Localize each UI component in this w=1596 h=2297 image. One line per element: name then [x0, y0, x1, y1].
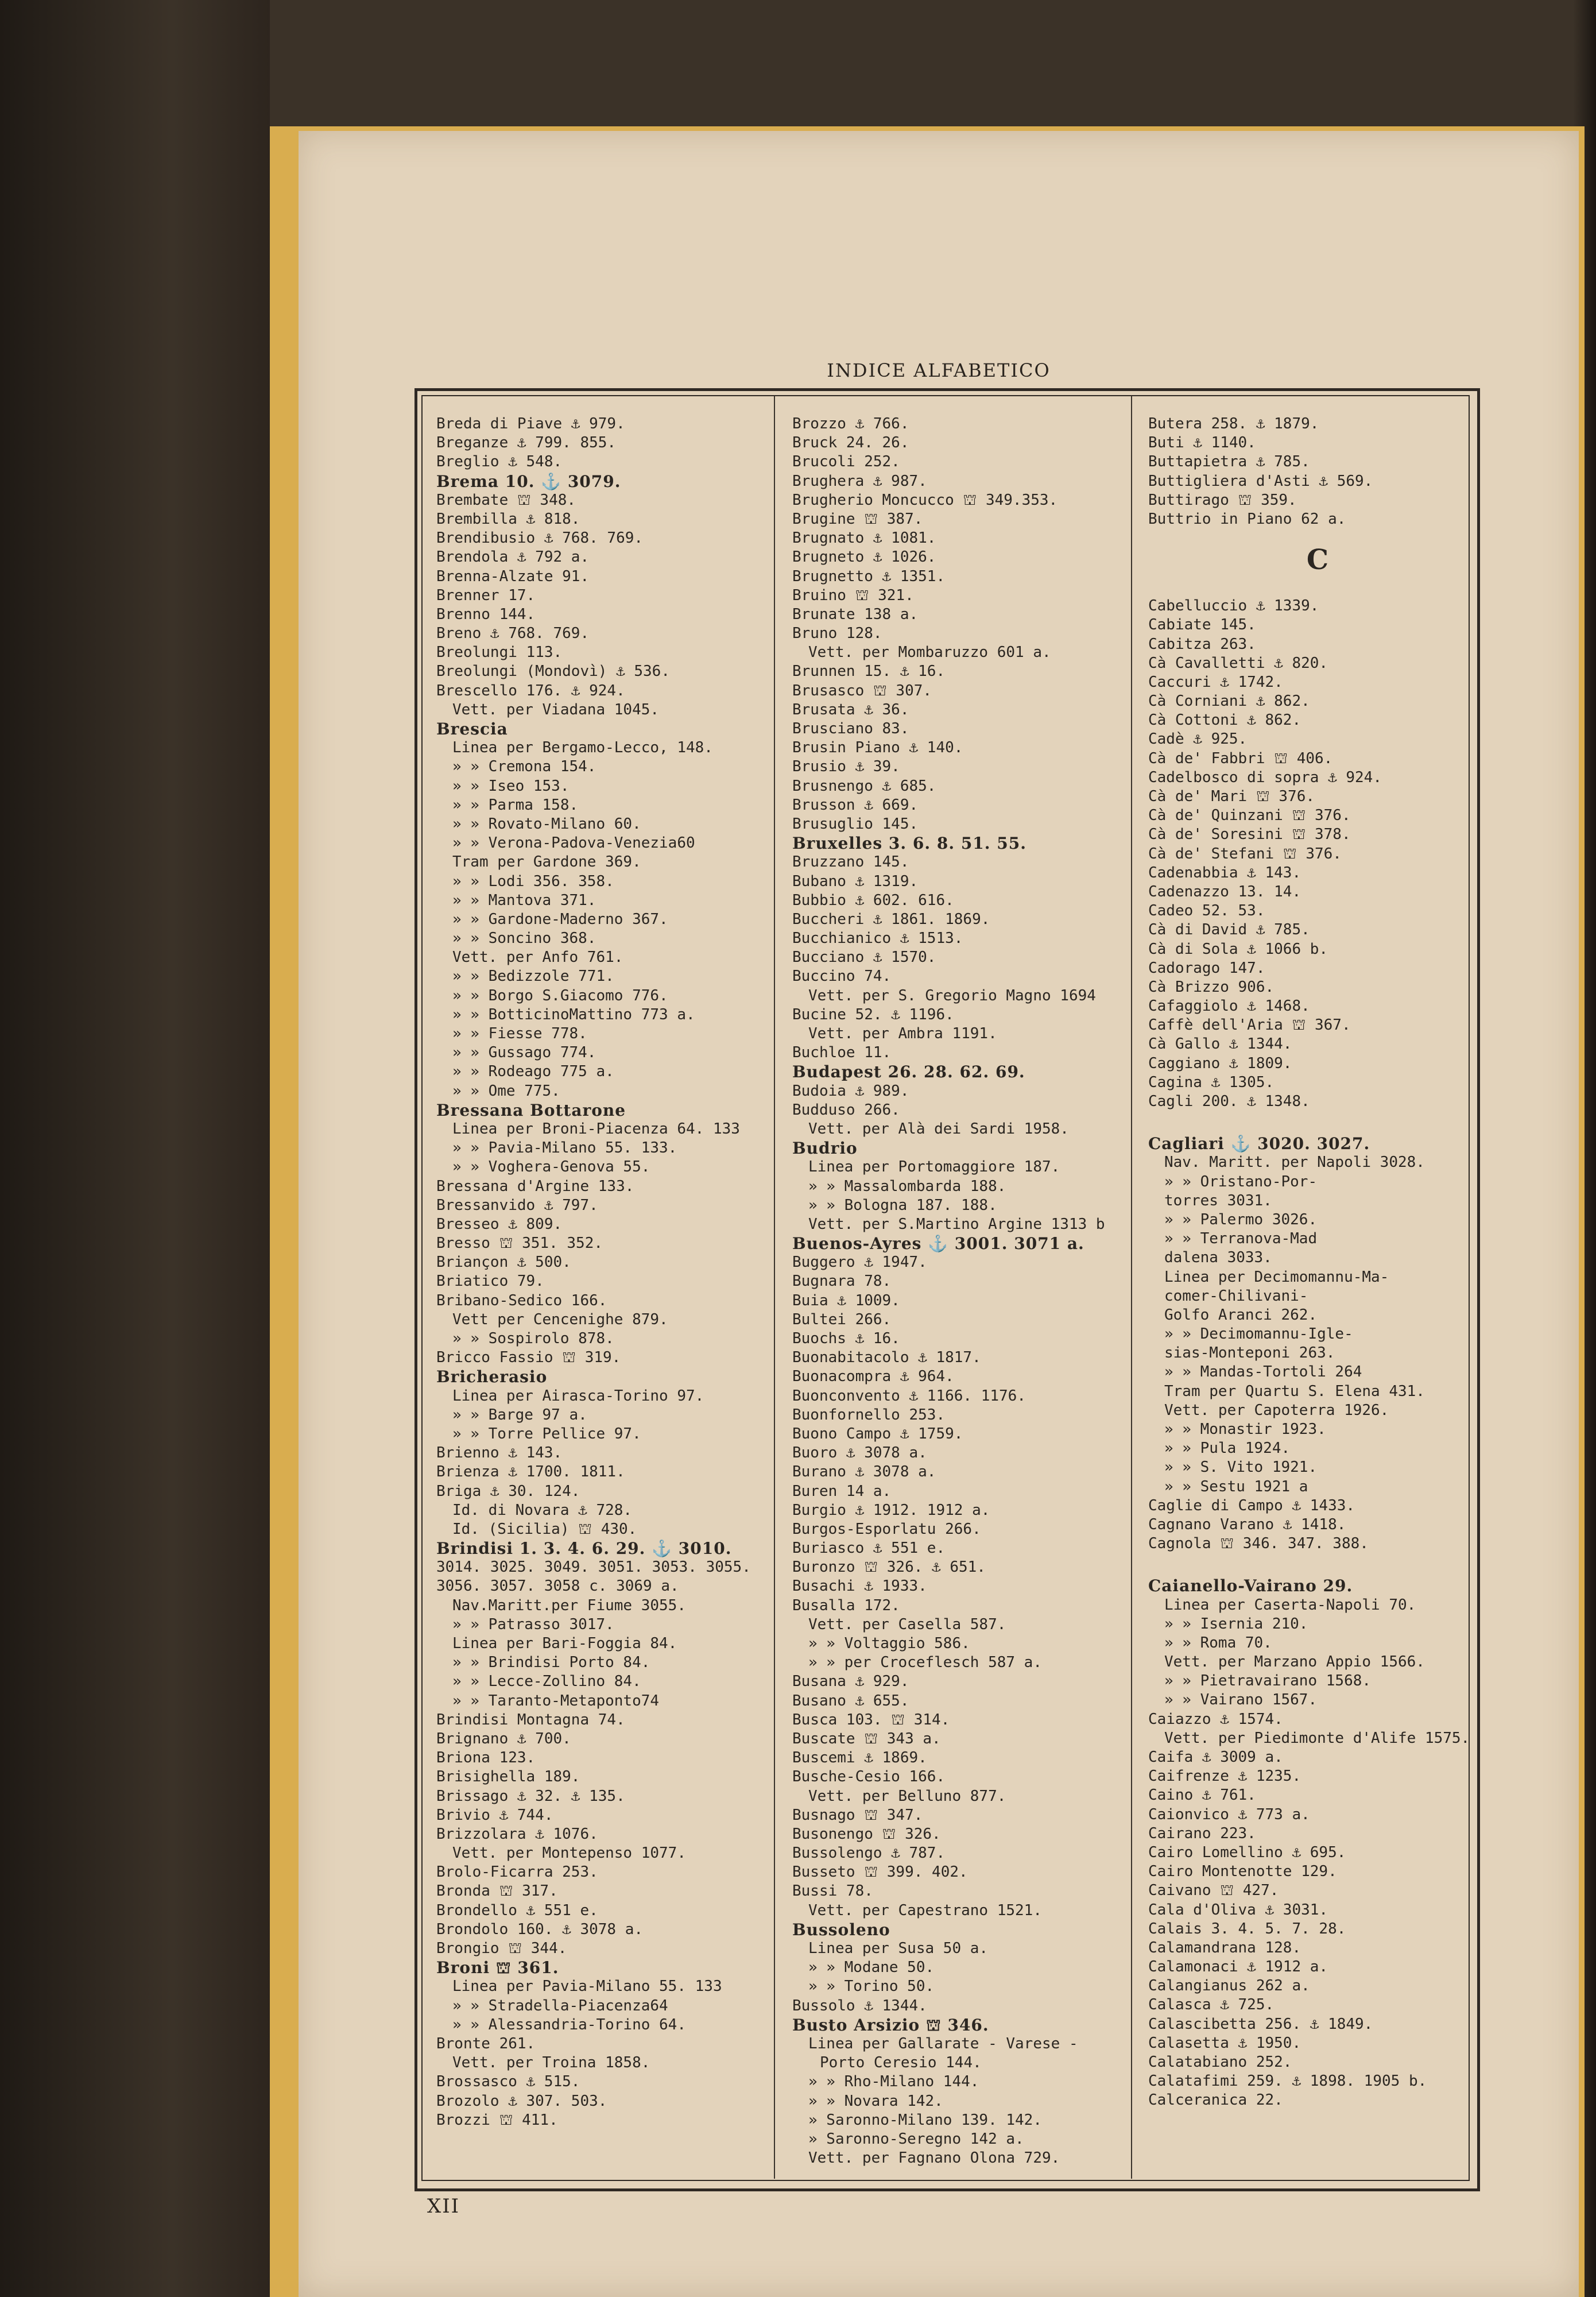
index-entry: » Saronno-Milano 139. 142. — [808, 2111, 1042, 2129]
index-entry: » » Palermo 3026. — [1164, 1211, 1318, 1228]
index-page — [299, 131, 1579, 2297]
index-entry: Bucchianico ⚓ 1513. — [792, 930, 963, 948]
index-entry: Breno ⚓ 768. 769. — [436, 625, 590, 643]
index-entry: Bresso ⛫ 351. 352. — [436, 1235, 603, 1252]
index-entry: Brienza ⚓ 1700. 1811. — [436, 1463, 625, 1481]
index-entry: Cadè ⚓ 925. — [1148, 730, 1248, 748]
index-entry: Brugnato ⚓ 1081. — [792, 529, 936, 547]
index-entry: » » Brindisi Porto 84. — [452, 1654, 650, 1672]
index-entry: Caiazzo ⚓ 1574. — [1148, 1710, 1283, 1728]
index-entry: Buren 14 a. — [792, 1482, 892, 1500]
index-entry: » » Stradella-Piacenza64 — [452, 1997, 668, 2014]
index-heading: Cagliari ⚓ 3020. 3027. — [1148, 1134, 1370, 1154]
index-entry: » » Vairano 1567. — [1164, 1691, 1318, 1709]
index-entry: Vett per Cencenighe 879. — [452, 1310, 668, 1328]
index-entry: Cabiate 145. — [1148, 616, 1256, 634]
index-entry: Brusio ⚓ 39. — [792, 758, 900, 776]
index-entry: Vett. per Troina 1858. — [452, 2054, 650, 2072]
index-entry: Brienno ⚓ 143. — [436, 1444, 563, 1462]
index-entry: Linea per Broni-Piacenza 64. 133 — [452, 1120, 740, 1138]
index-entry: Brugine ⛫ 387. — [792, 510, 923, 528]
index-heading: Broni ⛫ 361. — [436, 1958, 559, 1978]
index-entry: Cabitza 263. — [1148, 635, 1256, 653]
index-entry: Cairo Lomellino ⚓ 695. — [1148, 1843, 1346, 1861]
index-entry: Brizzolara ⚓ 1076. — [436, 1825, 598, 1843]
index-entry: Buccheri ⚓ 1861. 1869. — [792, 910, 990, 928]
index-entry: » » Lodi 356. 358. — [452, 872, 614, 890]
index-entry: Brenno 144. — [436, 605, 536, 623]
index-entry: Buchloe 11. — [792, 1044, 892, 1062]
index-entry: Busca 103. ⛫ 314. — [792, 1711, 950, 1728]
index-entry: Buttirago ⛫ 359. — [1148, 491, 1297, 509]
index-entry: Vett. per Casella 587. — [808, 1615, 1006, 1633]
index-entry: Brugnetto ⚓ 1351. — [792, 567, 946, 585]
index-entry: Brossasco ⚓ 515. — [436, 2073, 580, 2091]
index-entry: Brisighella 189. — [436, 1768, 580, 1786]
index-entry: Cagina ⚓ 1305. — [1148, 1073, 1275, 1091]
index-entry: Breolungi (Mondovì) ⚓ 536. — [436, 663, 670, 680]
index-heading: Busto Arsizio ⛫ 346. — [792, 2015, 989, 2035]
index-entry: Bussi 78. — [792, 1882, 873, 1900]
index-entry: Buttapietra ⚓ 785. — [1148, 453, 1310, 471]
index-entry: » » Decimomannu-Igle- — [1164, 1325, 1353, 1343]
index-entry: Brusson ⚓ 669. — [792, 796, 919, 814]
index-entry: Calamonaci ⚓ 1912 a. — [1148, 1958, 1328, 1976]
index-entry: » » Mandas-Tortoli 264 — [1164, 1363, 1362, 1381]
index-entry: » » Mantova 371. — [452, 891, 596, 909]
index-entry: Burano ⚓ 3078 a. — [792, 1463, 936, 1481]
index-entry: Id. di Novara ⚓ 728. — [452, 1501, 633, 1519]
index-entry: Cairano 223. — [1148, 1824, 1256, 1842]
index-entry: Breda di Piave ⚓ 979. — [436, 415, 625, 432]
index-entry: Buonabitacolo ⚓ 1817. — [792, 1349, 981, 1367]
index-entry: » » Torino 50. — [808, 1978, 935, 1996]
index-entry: comer-Chilivani- — [1164, 1287, 1308, 1305]
index-entry: » » Borgo S.Giacomo 776. — [452, 987, 668, 1004]
index-entry: Brembate ⛫ 348. — [436, 491, 576, 509]
index-entry: » » Voltaggio 586. — [808, 1635, 970, 1652]
index-entry: Vett. per Capoterra 1926. — [1164, 1401, 1389, 1419]
index-entry: Linea per Airasca-Torino 97. — [452, 1387, 704, 1405]
index-entry: Bussolo ⚓ 1344. — [792, 1997, 927, 2014]
index-entry: Cadorago 147. — [1148, 959, 1265, 977]
index-entry: » » Pula 1924. — [1164, 1440, 1291, 1457]
index-entry: Vett. per Marzano Appio 1566. — [1164, 1653, 1425, 1671]
index-entry: 3014. 3025. 3049. 3051. 3053. 3055. — [436, 1559, 751, 1576]
index-entry: Buti ⚓ 1140. — [1148, 434, 1256, 452]
index-entry: Vett. per Viadana 1045. — [452, 701, 660, 718]
index-entry: Cà de' Mari ⛫ 376. — [1148, 788, 1315, 805]
index-entry: Buggero ⚓ 1947. — [792, 1254, 927, 1271]
index-entry: Busalla 172. — [792, 1596, 900, 1614]
index-heading: Caianello-Vairano 29. — [1148, 1576, 1353, 1596]
index-entry — [1148, 1553, 1487, 1576]
index-entry: Bucciano ⚓ 1570. — [792, 949, 936, 966]
index-entry: Linea per Decimomannu-Ma- — [1164, 1268, 1389, 1286]
index-entry: » » Isernia 210. — [1164, 1615, 1308, 1633]
index-entry: Bressana d'Argine 133. — [436, 1177, 634, 1195]
index-entry: Briatico 79. — [436, 1273, 544, 1290]
index-entry: » » Patrasso 3017. — [452, 1615, 614, 1633]
index-entry: » » Roma 70. — [1164, 1634, 1272, 1652]
index-entry: Busano ⚓ 655. — [792, 1692, 909, 1710]
index-entry: Brendibusio ⚓ 768. 769. — [436, 529, 644, 547]
index-entry: Bultei 266. — [792, 1310, 892, 1328]
index-entry: Calamandrana 128. — [1148, 1939, 1301, 1956]
index-entry: Calasetta ⚓ 1950. — [1148, 2034, 1301, 2052]
index-entry: Busche-Cesio 166. — [792, 1768, 946, 1786]
index-entry: Bubbio ⚓ 602. 616. — [792, 891, 954, 909]
index-entry: Brusin Piano ⚓ 140. — [792, 739, 963, 757]
index-entry: dalena 3033. — [1164, 1249, 1272, 1267]
index-entry: Linea per Susa 50 a. — [808, 1940, 989, 1957]
index-entry: » » Gussago 774. — [452, 1044, 596, 1062]
index-entry: torres 3031. — [1164, 1192, 1272, 1209]
index-entry: » » Terranova-Mad — [1164, 1230, 1318, 1248]
index-entry: Caifa ⚓ 3009 a. — [1148, 1749, 1283, 1766]
index-entry: Brusata ⚓ 36. — [792, 701, 909, 718]
index-entry: » » Oristano-Por- — [1164, 1173, 1318, 1190]
index-entry: Briançon ⚓ 500. — [436, 1254, 571, 1271]
index-entry: Cà de' Soresini ⛫ 378. — [1148, 826, 1351, 844]
index-entry: » » BotticinoMattino 773 a. — [452, 1006, 695, 1023]
index-entry: » » Ome 775. — [452, 1082, 560, 1100]
index-entry: Vett. per Fagnano Olona 729. — [808, 2149, 1060, 2167]
index-entry: Breglio ⚓ 548. — [436, 453, 563, 471]
index-entry: sias-Monteponi 263. — [1164, 1344, 1335, 1362]
index-entry: Cà di David ⚓ 785. — [1148, 921, 1310, 939]
index-entry: Bugnara 78. — [792, 1273, 892, 1290]
index-entry: Calatabiano 252. — [1148, 2054, 1292, 2071]
index-entry: Brozzo ⚓ 766. — [792, 415, 909, 432]
index-entry: Linea per Caserta-Napoli 70. — [1164, 1596, 1416, 1614]
index-entry: Cà di Sola ⚓ 1066 b. — [1148, 940, 1328, 958]
index-entry: Busnago ⛫ 347. — [792, 1806, 923, 1824]
index-entry: » » Rho-Milano 144. — [808, 2073, 979, 2091]
index-entry: » » Modane 50. — [808, 1959, 935, 1977]
index-entry — [1148, 1111, 1487, 1134]
index-entry: Busana ⚓ 929. — [792, 1673, 909, 1691]
index-entry: Brunate 138 a. — [792, 605, 919, 623]
index-entry: Buscemi ⚓ 1869. — [792, 1749, 927, 1767]
index-entry: Brucoli 252. — [792, 453, 900, 471]
index-entry: Busonengo ⛫ 326. — [792, 1825, 941, 1843]
index-entry: Brugherio Moncucco ⛫ 349.353. — [792, 491, 1058, 509]
index-entry: Brenner 17. — [436, 586, 536, 604]
index-entry: Brusuglio 145. — [792, 815, 919, 833]
index-entry: Budoia ⚓ 989. — [792, 1082, 909, 1100]
section-letter: C — [1306, 544, 1329, 577]
index-entry: Brignano ⚓ 700. — [436, 1730, 571, 1747]
index-entry: Bronda ⛫ 317. — [436, 1882, 558, 1900]
index-entry: Calais 3. 4. 5. 7. 28. — [1148, 1920, 1346, 1938]
page-header: INDICE ALFABETICO — [827, 359, 1051, 381]
index-entry: » » Parma 158. — [452, 796, 579, 814]
index-entry: Golfo Aranci 262. — [1164, 1306, 1318, 1324]
index-entry: Cagnano Varano ⚓ 1418. — [1148, 1515, 1346, 1533]
index-entry: » » Sestu 1921 a — [1164, 1478, 1308, 1495]
index-column-3-body — [1148, 597, 1487, 2110]
index-entry: Caglie di Campo ⚓ 1433. — [1148, 1496, 1355, 1514]
index-entry: » » Monastir 1923. — [1164, 1421, 1326, 1438]
index-entry: Brugneto ⚓ 1026. — [792, 548, 936, 566]
index-entry: » » Sospirolo 878. — [452, 1330, 614, 1347]
index-entry: » Saronno-Seregno 142 a. — [808, 2130, 1024, 2148]
index-entry: Cabelluccio ⚓ 1339. — [1148, 597, 1319, 615]
index-entry: Buono Campo ⚓ 1759. — [792, 1425, 963, 1443]
index-entry: Brozolo ⚓ 307. 503. — [436, 2092, 607, 2110]
index-entry: Calangianus 262 a. — [1148, 1977, 1310, 1995]
index-entry: Brenna-Alzate 91. — [436, 567, 590, 585]
index-entry: Buonconvento ⚓ 1166. 1176. — [792, 1387, 1026, 1405]
index-entry: Cà Gallo ⚓ 1344. — [1148, 1035, 1292, 1053]
index-entry: Calascibetta 256. ⚓ 1849. — [1148, 2015, 1373, 2033]
index-entry: Nav.Maritt.per Fiume 3055. — [452, 1596, 686, 1614]
index-entry: 3056. 3057. 3058 c. 3069 a. — [436, 1577, 679, 1595]
index-entry: » » Rodeago 775 a. — [452, 1063, 614, 1081]
index-column-1 — [436, 415, 775, 2130]
index-entry: Linea per Bari-Foggia 84. — [452, 1635, 677, 1652]
index-entry: Calasca ⚓ 725. — [1148, 1996, 1275, 2014]
index-entry: Caggiano ⚓ 1809. — [1148, 1054, 1292, 1072]
index-entry: Cadelbosco di sopra ⚓ 924. — [1148, 768, 1382, 786]
index-entry: Bubano ⚓ 1319. — [792, 872, 919, 890]
index-entry: Tram per Gardone 369. — [452, 853, 641, 871]
index-entry: Brendola ⚓ 792 a. — [436, 548, 590, 566]
index-entry: Linea per Portomaggiore 187. — [808, 1158, 1060, 1176]
page-number: XII — [427, 2195, 460, 2218]
index-entry: Cala d'Oliva ⚓ 3031. — [1148, 1901, 1328, 1919]
index-entry: Cà de' Stefani ⛫ 376. — [1148, 845, 1342, 863]
index-entry: Brescello 176. ⚓ 924. — [436, 682, 625, 699]
index-heading: Bricherasio — [436, 1367, 548, 1387]
index-entry: Brusnengo ⚓ 685. — [792, 777, 936, 795]
index-entry: Vett. per Mombaruzzo 601 a. — [808, 644, 1051, 662]
index-entry: Caivano ⛫ 427. — [1148, 1882, 1279, 1900]
index-entry: » » Rovato-Milano 60. — [452, 815, 641, 833]
index-entry: Bressanvido ⚓ 797. — [436, 1196, 598, 1214]
index-entry: Caino ⚓ 761. — [1148, 1786, 1256, 1804]
index-entry: Bronte 261. — [436, 2035, 536, 2052]
index-entry: Buonacompra ⚓ 964. — [792, 1368, 954, 1386]
index-column-3 — [1148, 415, 1487, 2110]
index-entry: Cà Cottoni ⚓ 862. — [1148, 711, 1301, 729]
index-entry: » » Lecce-Zollino 84. — [452, 1673, 641, 1691]
index-entry: Vett. per Montepenso 1077. — [452, 1844, 686, 1862]
index-entry: Vett. per Anfo 761. — [452, 949, 623, 966]
index-entry: Buccino 74. — [792, 968, 892, 985]
index-entry: Bucine 52. ⚓ 1196. — [792, 1006, 954, 1023]
index-entry: » » Soncino 368. — [452, 930, 596, 948]
column-rule-2 — [1131, 396, 1132, 2179]
index-entry: Vett. per Ambra 1191. — [808, 1025, 997, 1042]
index-entry: Vett. per Capestrano 1521. — [808, 1901, 1042, 1919]
index-entry: Buttrio in Piano 62 a. — [1148, 510, 1346, 528]
index-entry: Buonfornello 253. — [792, 1406, 946, 1424]
index-entry: Cadenabbia ⚓ 143. — [1148, 864, 1301, 881]
index-column-2 — [792, 415, 1131, 2168]
index-entry: Porto Ceresio 144. — [820, 2054, 982, 2072]
index-entry: Briona 123. — [436, 1749, 536, 1767]
index-heading: Budapest 26. 28. 62. 69. — [792, 1062, 1025, 1082]
index-entry: Cà de' Quinzani ⛫ 376. — [1148, 807, 1351, 825]
index-entry: Buoro ⚓ 3078 a. — [792, 1444, 927, 1462]
index-entry: » » Gardone-Maderno 367. — [452, 910, 668, 928]
index-entry: » » Voghera-Genova 55. — [452, 1158, 650, 1176]
index-entry: Vett. per Piedimonte d'Alife 1575. — [1164, 1729, 1470, 1747]
index-entry: » » Barge 97 a. — [452, 1406, 587, 1424]
index-entry: Bussolengo ⚓ 787. — [792, 1844, 946, 1862]
index-entry: Butera 258. ⚓ 1879. — [1148, 415, 1319, 432]
index-entry: Buriasco ⚓ 551 e. — [792, 1540, 946, 1557]
index-entry: Brusasco ⛫ 307. — [792, 682, 932, 699]
index-entry: Brozzi ⛫ 411. — [436, 2111, 558, 2129]
index-heading: Bruxelles 3. 6. 8. 51. 55. — [792, 834, 1026, 853]
index-entry: » » Fiesse 778. — [452, 1025, 587, 1042]
index-entry: Cà Brizzo 906. — [1148, 978, 1275, 996]
index-entry: Buia ⚓ 1009. — [792, 1291, 900, 1309]
index-entry: Bruzzano 145. — [792, 853, 909, 871]
index-entry: Bruno 128. — [792, 625, 882, 643]
index-entry: Cafaggiolo ⚓ 1468. — [1148, 997, 1310, 1015]
index-entry: Breganze ⚓ 799. 855. — [436, 434, 617, 452]
index-entry: Linea per Pavia-Milano 55. 133 — [452, 1978, 722, 1996]
index-entry: Bricco Fassio ⛫ 319. — [436, 1349, 621, 1367]
index-entry: Brondolo 160. ⚓ 3078 a. — [436, 1920, 644, 1938]
index-entry: Bruck 24. 26. — [792, 434, 909, 452]
index-entry: Caffè dell'Aria ⛫ 367. — [1148, 1016, 1351, 1034]
index-entry: Bribano-Sedico 166. — [436, 1291, 607, 1309]
index-entry: Cairo Montenotte 129. — [1148, 1863, 1337, 1881]
index-entry: Brolo-Ficarra 253. — [436, 1863, 598, 1881]
index-entry: Briga ⚓ 30. 124. — [436, 1482, 580, 1500]
index-heading: Budrio — [792, 1139, 858, 1158]
index-entry: Busachi ⚓ 1933. — [792, 1577, 927, 1595]
index-entry: Caccuri ⚓ 1742. — [1148, 673, 1283, 691]
index-entry: » » Massalombarda 188. — [808, 1177, 1006, 1195]
index-entry: Brongio ⛫ 344. — [436, 1940, 567, 1957]
index-heading: Buenos-Ayres ⚓ 3001. 3071 a. — [792, 1234, 1084, 1254]
index-entry: Caionvico ⚓ 773 a. — [1148, 1805, 1310, 1823]
index-entry: » » per Croceflesch 587 a. — [808, 1654, 1042, 1672]
index-entry: Brondello ⚓ 551 e. — [436, 1901, 598, 1919]
index-entry: Cadeo 52. 53. — [1148, 902, 1265, 920]
index-entry: Bresseo ⚓ 809. — [436, 1215, 563, 1233]
index-entry: Cagnola ⛫ 346. 347. 388. — [1148, 1535, 1369, 1553]
index-entry: Cadenazzo 13. 14. — [1148, 883, 1301, 900]
index-entry: » » S. Vito 1921. — [1164, 1459, 1318, 1476]
index-entry: Vett. per Alà dei Sardi 1958. — [808, 1120, 1069, 1138]
index-entry: Vett. per S. Gregorio Magno 1694 — [808, 987, 1096, 1004]
index-entry: » » Iseo 153. — [452, 777, 570, 795]
index-entry: Cagli 200. ⚓ 1348. — [1148, 1093, 1310, 1110]
index-heading: Brescia — [436, 720, 508, 738]
index-entry: Brindisi Montagna 74. — [436, 1711, 625, 1728]
index-entry: Brunnen 15. ⚓ 16. — [792, 663, 946, 680]
index-entry: » » Novara 142. — [808, 2092, 943, 2110]
index-column-3-top — [1148, 415, 1487, 529]
index-entry: Cà de' Fabbri ⛫ 406. — [1148, 749, 1333, 767]
index-entry: » » Alessandria-Torino 64. — [452, 2016, 686, 2033]
index-entry: » » Pavia-Milano 55. 133. — [452, 1139, 677, 1157]
index-heading: Brindisi 1. 3. 4. 6. 29. ⚓ 3010. — [436, 1539, 732, 1559]
index-entry: Buochs ⚓ 16. — [792, 1330, 900, 1347]
index-entry: » » Cremona 154. — [452, 758, 596, 776]
index-entry: Id. (Sicilia) ⛫ 430. — [452, 1520, 637, 1538]
index-heading: Bressana Bottarone — [436, 1100, 626, 1120]
index-entry: » » Pietravairano 1568. — [1164, 1672, 1372, 1690]
index-entry: Brivio ⚓ 744. — [436, 1806, 553, 1824]
index-entry: » » Torre Pellice 97. — [452, 1425, 641, 1443]
index-entry: Busseto ⛫ 399. 402. — [792, 1863, 968, 1881]
index-entry: Burgos-Esporlatu 266. — [792, 1520, 981, 1538]
index-entry: Vett. per S.Martino Argine 1313 b — [808, 1215, 1105, 1233]
index-entry: Cà Cavalletti ⚓ 820. — [1148, 654, 1328, 672]
index-entry: Cà Corniani ⚓ 862. — [1148, 693, 1310, 710]
index-entry: » » Bologna 187. 188. — [808, 1196, 997, 1214]
index-entry: Calatafimi 259. ⚓ 1898. 1905 b. — [1148, 2072, 1427, 2090]
index-entry: Brusciano 83. — [792, 720, 909, 737]
index-heading: Bussoleno — [792, 1920, 890, 1939]
index-entry: Linea per Gallarate - Varese - — [808, 2035, 1078, 2052]
index-entry: Breolungi 113. — [436, 644, 563, 662]
index-entry: Tram per Quartu S. Elena 431. — [1164, 1382, 1425, 1400]
index-entry: » » Bedizzole 771. — [452, 968, 614, 985]
index-entry: Buronzo ⛫ 326. ⚓ 651. — [792, 1559, 986, 1576]
index-entry: Nav. Maritt. per Napoli 3028. — [1164, 1154, 1425, 1171]
index-entry: Brissago ⚓ 32. ⚓ 135. — [436, 1787, 625, 1805]
index-entry: Burgio ⚓ 1912. 1912 a. — [792, 1501, 990, 1519]
index-entry: Brembilla ⚓ 818. — [436, 510, 580, 528]
index-entry: Buttigliera d'Asti ⚓ 569. — [1148, 472, 1373, 490]
index-entry: Bruino ⛫ 321. — [792, 586, 914, 604]
index-entry: Buscate ⛫ 343 a. — [792, 1730, 941, 1747]
index-entry: » » Verona-Padova-Venezia60 — [452, 834, 695, 852]
index-entry: Linea per Bergamo-Lecco, 148. — [452, 739, 713, 757]
index-entry: Calceranica 22. — [1148, 2091, 1283, 2109]
index-entry: » » Taranto-Metaponto74 — [452, 1692, 660, 1710]
index-entry: Caifrenze ⚓ 1235. — [1148, 1768, 1301, 1785]
index-heading: Brema 10. ⚓ 3079. — [436, 471, 621, 491]
index-entry: Brughera ⚓ 987. — [792, 472, 927, 490]
index-entry: Budduso 266. — [792, 1101, 900, 1119]
index-entry: Vett. per Belluno 877. — [808, 1787, 1006, 1805]
